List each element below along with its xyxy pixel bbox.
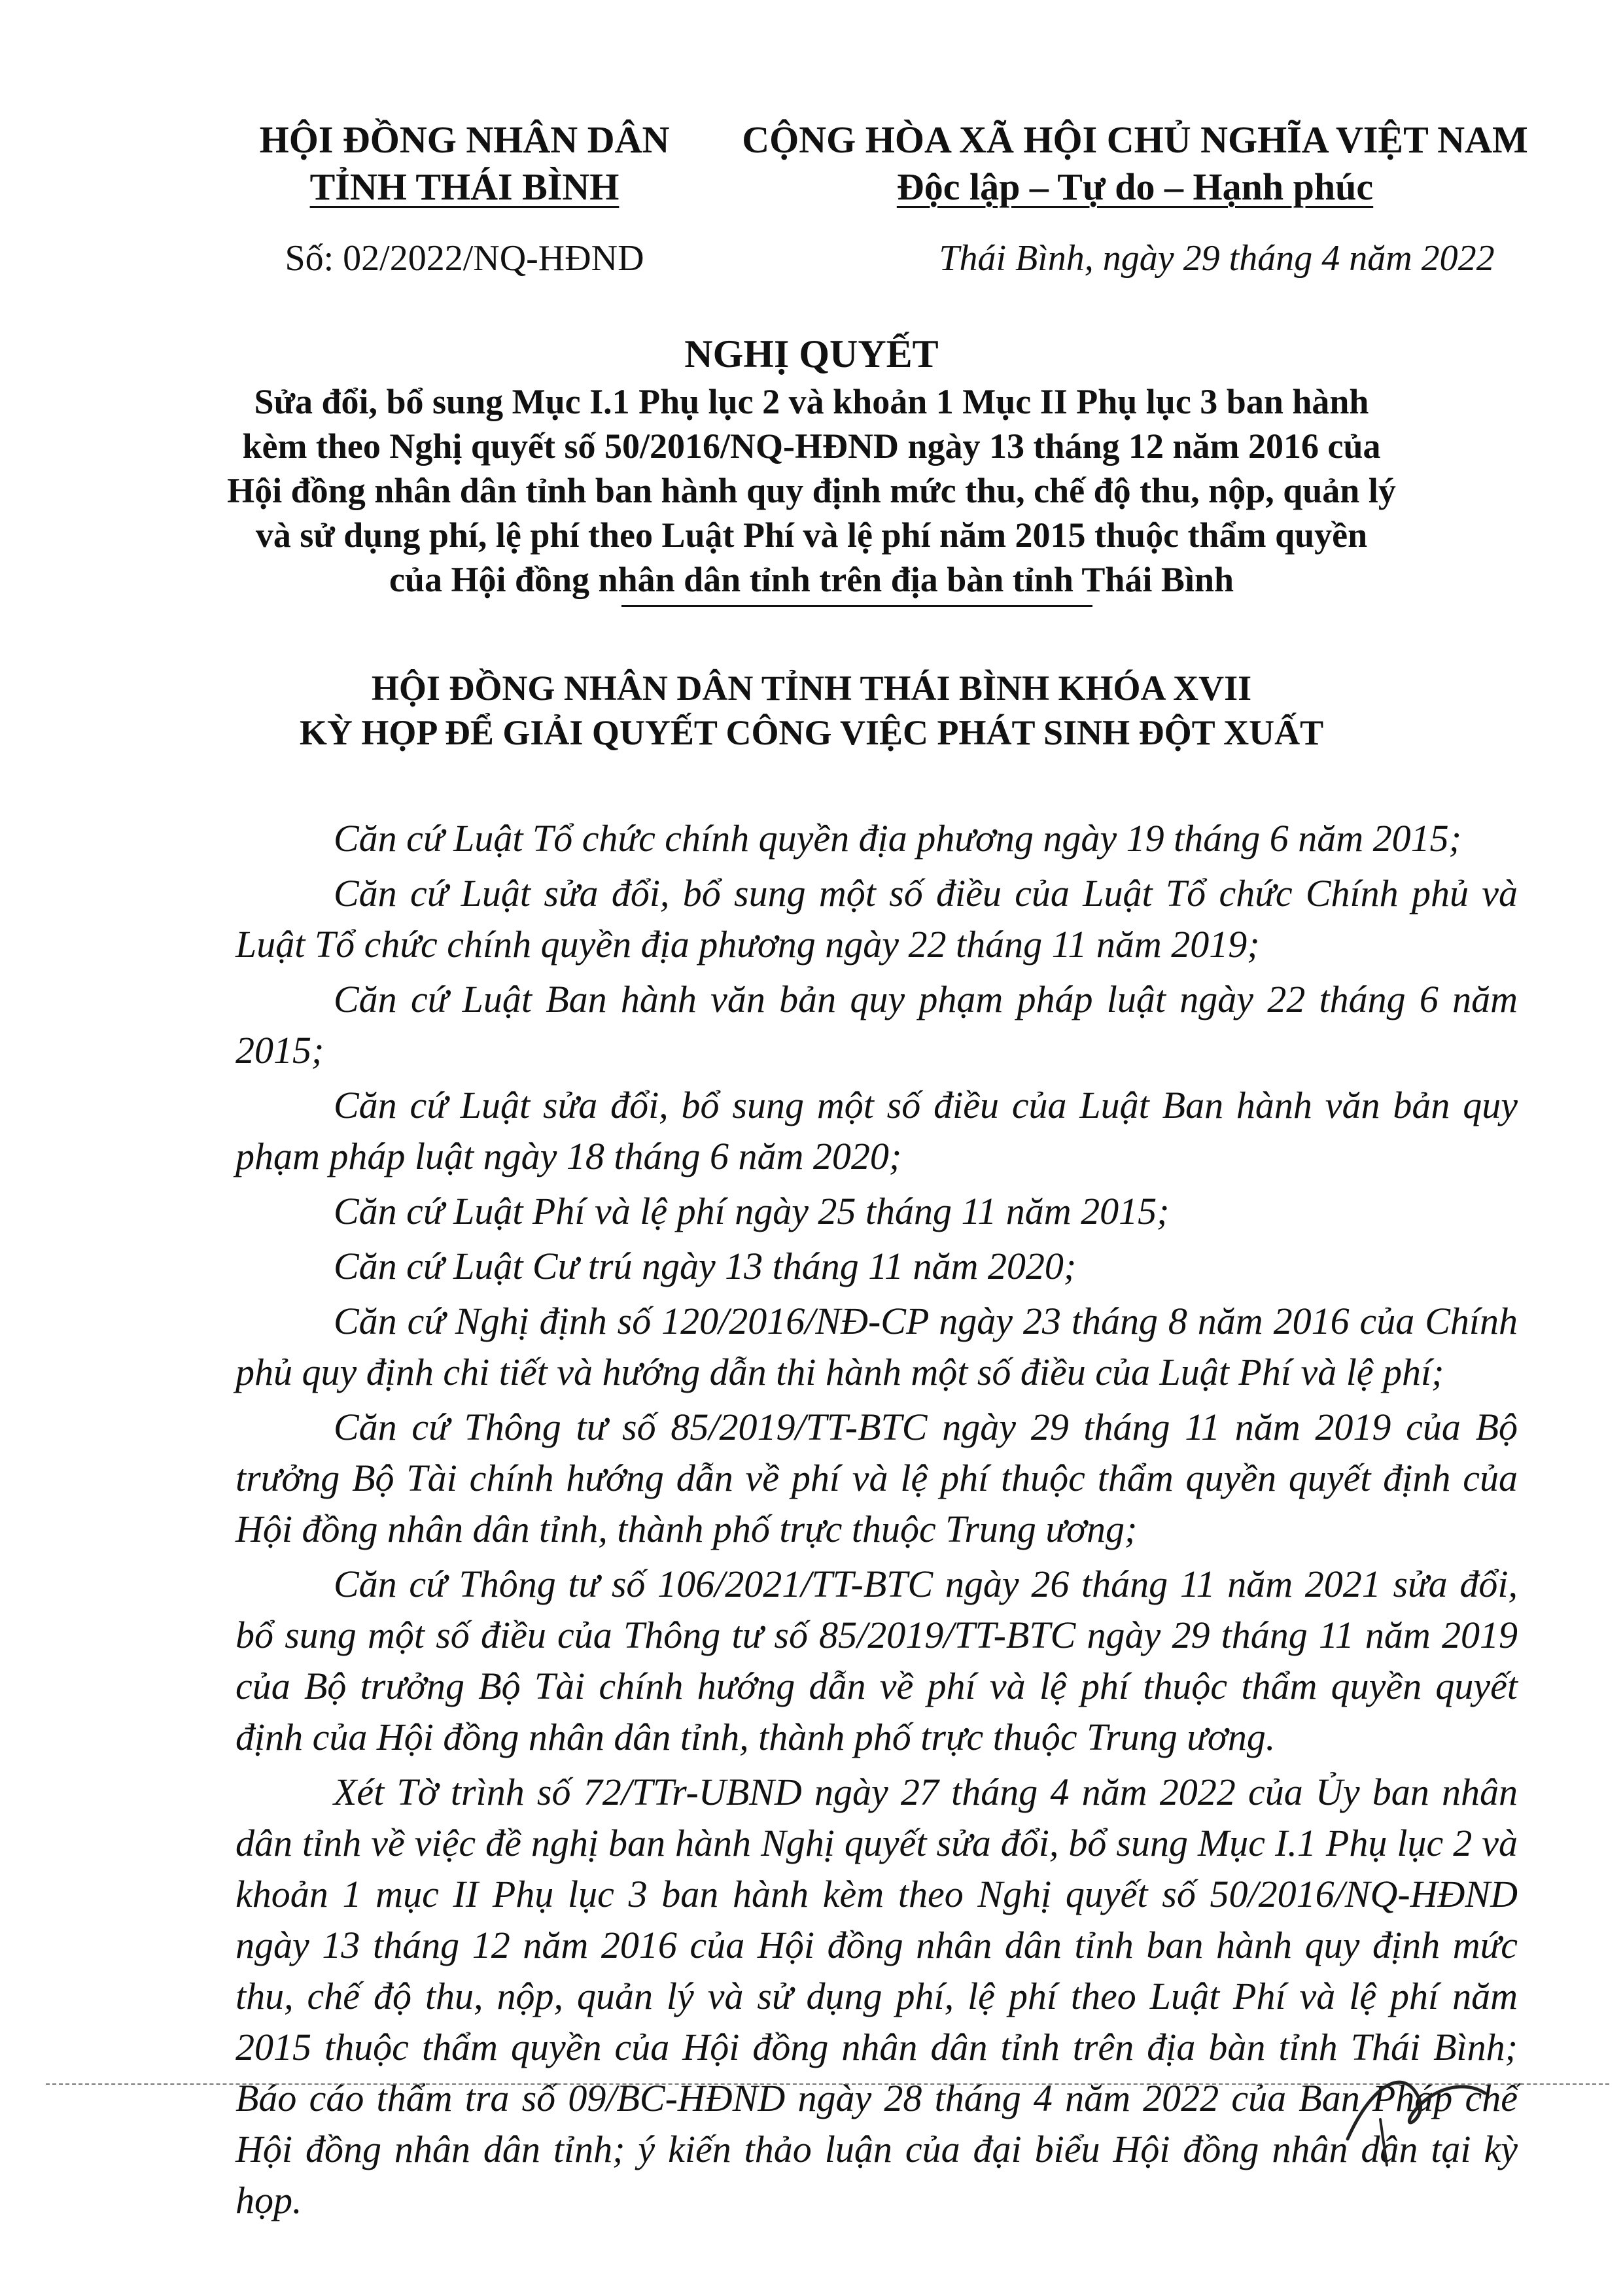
place-and-date: Thái Bình, ngày 29 tháng 4 năm 2022 <box>939 238 1495 279</box>
initial-mark-icon <box>1335 2041 1492 2172</box>
basis-item: Căn cứ Luật Phí và lệ phí ngày 25 tháng 11 năm 2015; <box>334 1190 1170 1232</box>
subject-line: và sử dụng phí, lệ phí theo Luật Phí và lệ phí năm 2015 thuộc thẩm quyền <box>255 515 1368 555</box>
basis-item: Căn cứ Luật Cư trú ngày 13 tháng 11 năm 2020; <box>334 1245 1077 1287</box>
title-divider <box>621 605 1092 607</box>
national-title-line1: CỘNG HÒA XÃ HỘI CHỦ NGHĨA VIỆT NAM <box>742 118 1528 161</box>
subject-line: kèm theo Nghị quyết số 50/2016/NQ-HĐND ngày 13 tháng 12 năm 2016 của <box>242 426 1381 466</box>
issuing-body-line1: HỘI ĐỒNG NHÂN DÂN <box>259 118 670 161</box>
national-title <box>726 116 1544 211</box>
issuer-block <box>0 666 1623 755</box>
document-subject <box>164 379 1459 602</box>
legal-basis <box>236 813 1518 2230</box>
basis-item: Căn cứ Luật Ban hành văn bản quy phạm pháp luật ngày 22 tháng 6 năm 2015; <box>236 978 1518 1071</box>
basis-item: Căn cứ Thông tư số 85/2019/TT-BTC ngày 29 tháng 11 năm 2019 của Bộ trưởng Bộ Tài chính hướng dẫn về phí và lệ phí thuộc thẩm quyền quyết định của Hội đồng nhân dân tỉnh, thành phố trực thuộc Trung ương; <box>236 1406 1518 1550</box>
national-motto: Độc lập – Tự do – Hạnh phúc <box>896 165 1374 208</box>
basis-item: Căn cứ Nghị định số 120/2016/NĐ-CP ngày 23 tháng 8 năm 2016 của Chính phủ quy định chi tiết và hướng dẫn thi hành một số điều của Luật Phí và lệ phí; <box>236 1300 1518 1393</box>
basis-item: Xét Tờ trình số 72/TTr-UBND ngày 27 tháng 4 năm 2022 của Ủy ban nhân dân tỉnh về việc đề nghị ban hành Nghị quyết sửa đổi, bổ sung Mục I.1 Phụ lục 2 và khoản 1 mục II Phụ lục 3 ban hành kèm theo Nghị quyết số 50/2016/NQ-HĐND ngày 13 tháng 12 năm 2016 của Hội đồng nhân dân tỉnh ban hành quy định mức thu, chế độ thu, nộp, quản lý và sử dụng phí, lệ phí theo Luật Phí và lệ phí năm 2015 thuộc thẩm quyền của Hội đồng nhân dân tỉnh trên địa bàn tỉnh Thái Bình; Báo cáo thẩm tra số 09/BC-HĐND ngày 28 tháng 4 năm 2022 của Ban Pháp chế Hội đồng nhân dân tỉnh; ý kiến thảo luận của đại biểu Hội đồng nhân dân tại kỳ họp. <box>236 1771 1518 2221</box>
basis-item: Căn cứ Thông tư số 106/2021/TT-BTC ngày 26 tháng 11 năm 2021 sửa đổi, bổ sung một số điều của Thông tư số 85/2019/TT-BTC ngày 29 tháng 11 năm 2019 của Bộ trưởng Bộ Tài chính hướng dẫn về phí và lệ phí thuộc thẩm quyền quyết định của Hội đồng nhân dân tỉnh, thành phố trực thuộc Trung ương. <box>236 1563 1518 1758</box>
basis-item: Căn cứ Luật sửa đổi, bổ sung một số điều của Luật Ban hành văn bản quy phạm pháp luật ngày 18 tháng 6 năm 2020; <box>236 1084 1518 1177</box>
document-number: Số: 02/2022/NQ-HĐND <box>285 238 644 279</box>
subject-line: Sửa đổi, bổ sung Mục I.1 Phụ lục 2 và khoản 1 Mục II Phụ lục 3 ban hành <box>254 382 1369 421</box>
issuing-body <box>236 116 693 211</box>
document-type: NGHỊ QUYẾT <box>684 332 939 375</box>
subject-line: Hội đồng nhân dân tỉnh ban hành quy định mức thu, chế độ thu, nộp, quản lý <box>227 471 1396 510</box>
basis-item: Căn cứ Luật Tổ chức chính quyền địa phương ngày 19 tháng 6 năm 2015; <box>334 817 1461 860</box>
issuer-line1: HỘI ĐỒNG NHÂN DÂN TỈNH THÁI BÌNH KHÓA XVII <box>371 669 1252 708</box>
issuer-line2: KỲ HỌP ĐỂ GIẢI QUYẾT CÔNG VIỆC PHÁT SINH ĐỘT XUẤT <box>299 713 1324 752</box>
issuing-body-line2: TỈNH THÁI BÌNH <box>309 165 620 208</box>
basis-item: Căn cứ Luật sửa đổi, bổ sung một số điều của Luật Tổ chức Chính phủ và Luật Tổ chức chính quyền địa phương ngày 22 tháng 11 năm 2019; <box>236 872 1518 965</box>
subject-line: của Hội đồng nhân dân tỉnh trên địa bàn tỉnh Thái Bình <box>389 560 1234 599</box>
